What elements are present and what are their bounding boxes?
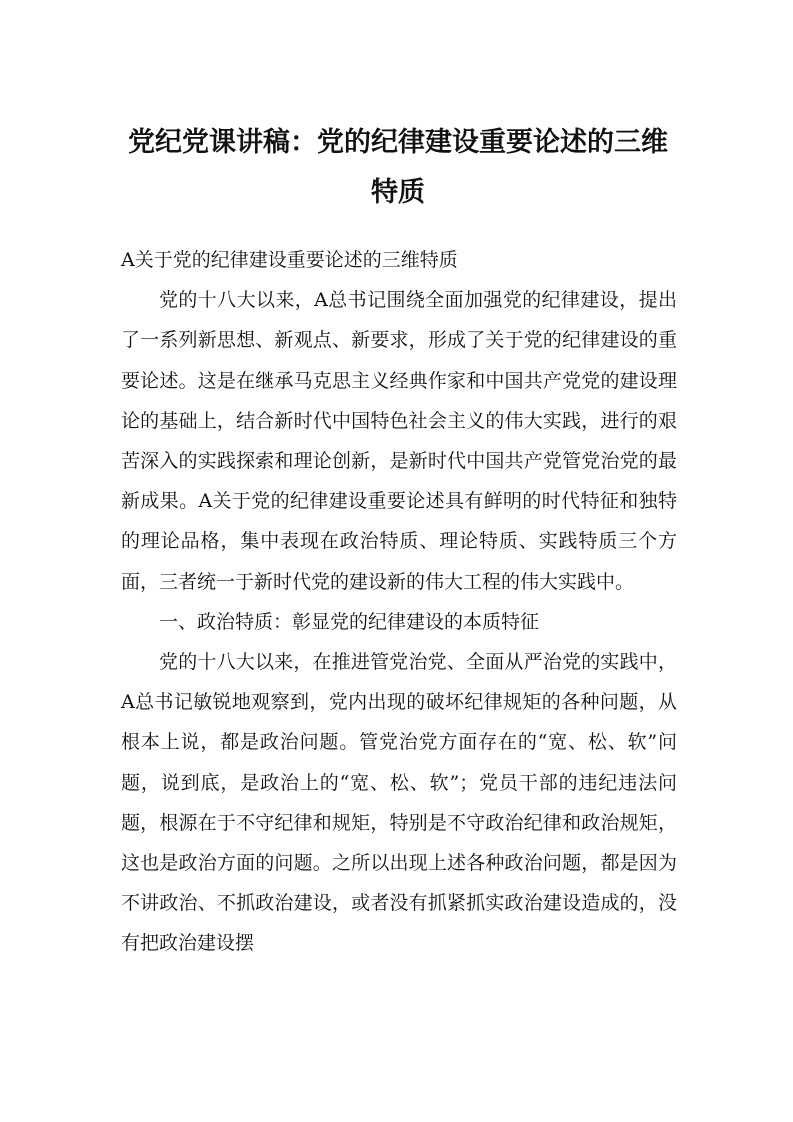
document-title: 党纪党课讲稿：党的纪律建设重要论述的三维特质 (128, 127, 668, 208)
section-heading-intro: A关于党的纪律建设重要论述的三维特质 (121, 249, 458, 271)
document-body (121, 240, 677, 964)
section-heading-political: 一、政治特质：彰显党的纪律建设的本质特征 (159, 610, 540, 633)
paragraph-intro: 党的十八大以来，A总书记围绕全面加强党的纪律建设，提出了一系列新思想、新观点、新要求，形成了关于党的纪律建设的重要论述。这是在继承马克思主义经典作家和中国共产党党的建设理论的基础上，结合新时代中国特色社会主义的伟大实践，进行的艰苦深入的实践探索和理论创新，是新时代中国共产党管党治党的最新成果。A关于党的纪律建设重要论述具有鲜明的时代特征和独特的理论品格，集中表现在政治特质、理论特质、实践特质三个方面，三者统一于新时代党的建设新的伟大工程的伟大实践中。 (121, 289, 677, 593)
paragraph-political: 党的十八大以来，在推进管党治党、全面从严治党的实践中，A总书记敏锐地观察到，党内出现的破坏纪律规矩的各种问题，从根本上说，都是政治问题。管党治党方面存在的“宽、松、软”问题，说到底，是政治上的“宽、松、软”；党员干部的违纪违法问题，根源在于不守纪律和规矩，特别是不守政治纪律和政治规矩，这也是政治方面的问题。之所以出现上述各种政治问题，都是因为不讲政治、不抓政治建设，或者没有抓紧抓实政治建设造成的，没有把政治建设摆 (121, 651, 677, 955)
